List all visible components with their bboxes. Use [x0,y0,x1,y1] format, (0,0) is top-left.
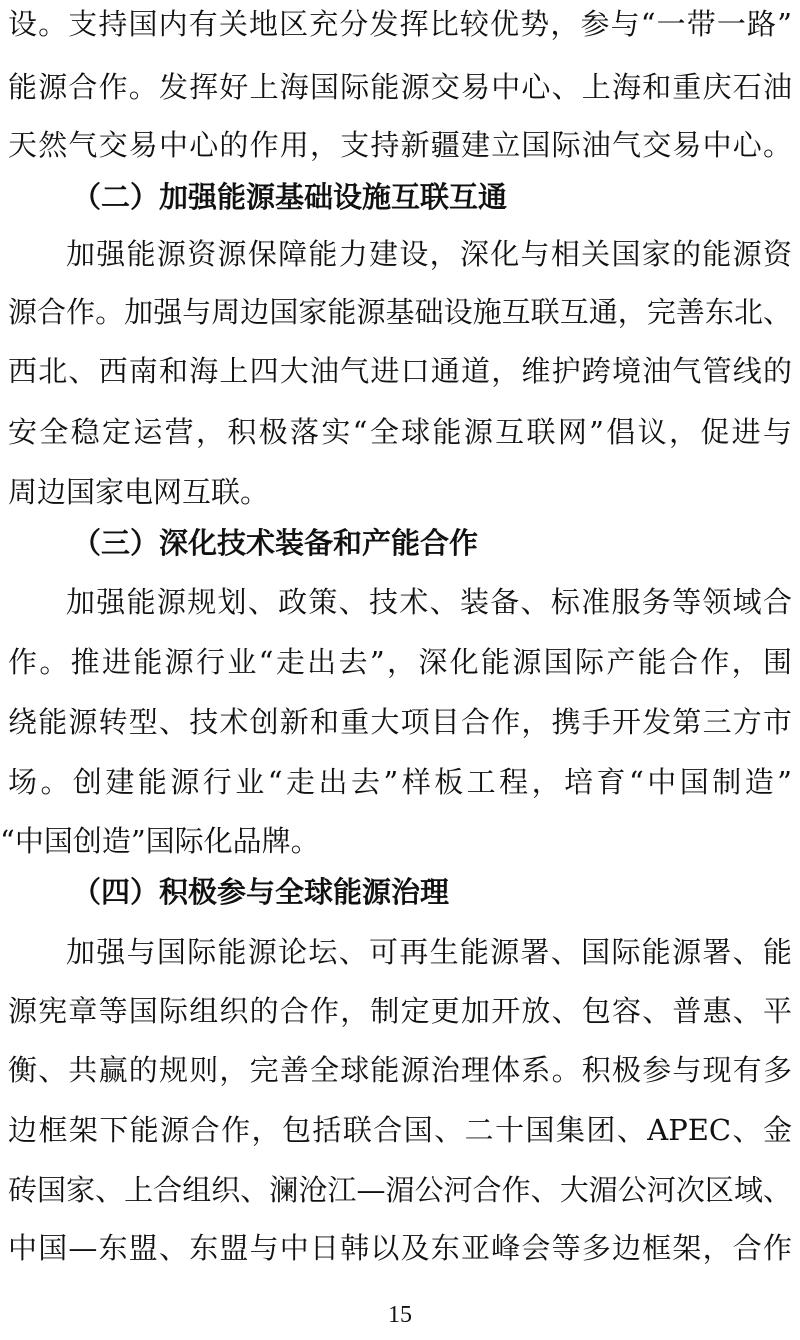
paragraph-line: 边框架下能源合作，包括联合国、二十国集团、APEC、金 [8,1113,792,1147]
paragraph-line: 能源合作。发挥好上海国际能源交易中心、上海和重庆石油 [8,70,792,104]
paragraph-line: 天然气交易中心的作用，支持新疆建立国际油气交易中心。 [8,128,792,162]
paragraph-line: 加强能源规划、政策、技术、装备、标准服务等领域合 [66,585,792,619]
paragraph-line: 加强能源资源保障能力建设，深化与相关国家的能源资 [66,237,792,271]
paragraph-line: 场。创建能源行业“走出去”样板工程，培育“中国制造” [8,765,792,799]
paragraph-line: 周边国家电网互联。 [8,475,270,509]
paragraph-line: 加强与国际能源论坛、可再生能源署、国际能源署、能 [66,935,792,969]
paragraph-line: 源合作。加强与周边国家能源基础设施互联互通，完善东北、 [8,295,792,329]
paragraph-line: 西北、西南和海上四大油气进口通道，维护跨境油气管线的 [8,354,792,388]
paragraph-line: 源宪章等国际组织的合作，制定更加开放、包容、普惠、平 [8,994,792,1028]
paragraph-line: 作。推进能源行业“走出去”，深化能源国际产能合作，围 [8,645,792,679]
paragraph-line: 安全稳定运营，积极落实“全球能源互联网”倡议，促进与 [8,415,792,449]
paragraph-line: 砖国家、上合组织、澜沧江—湄公河合作、大湄公河次区域、 [8,1173,792,1207]
paragraph-line: 中国—东盟、东盟与中日韩以及东亚峰会等多边框架，合作 [8,1231,792,1265]
section-heading-3: （三）深化技术装备和产能合作 [72,526,479,560]
paragraph-line: “中国创造”国际化品牌。 [0,824,320,858]
page-number: 15 [388,1302,412,1328]
section-heading-2: （二）加强能源基础设施互联互通 [72,180,508,214]
paragraph-line: 设。支持国内有关地区充分发挥比较优势，参与“一带一路” [8,7,792,41]
paragraph-line: 绕能源转型、技术创新和重大项目合作，携手开发第三方市 [8,705,792,739]
section-heading-4: （四）积极参与全球能源治理 [72,875,450,909]
paragraph-line: 衡、共赢的规则，完善全球能源治理体系。积极参与现有多 [8,1053,792,1087]
